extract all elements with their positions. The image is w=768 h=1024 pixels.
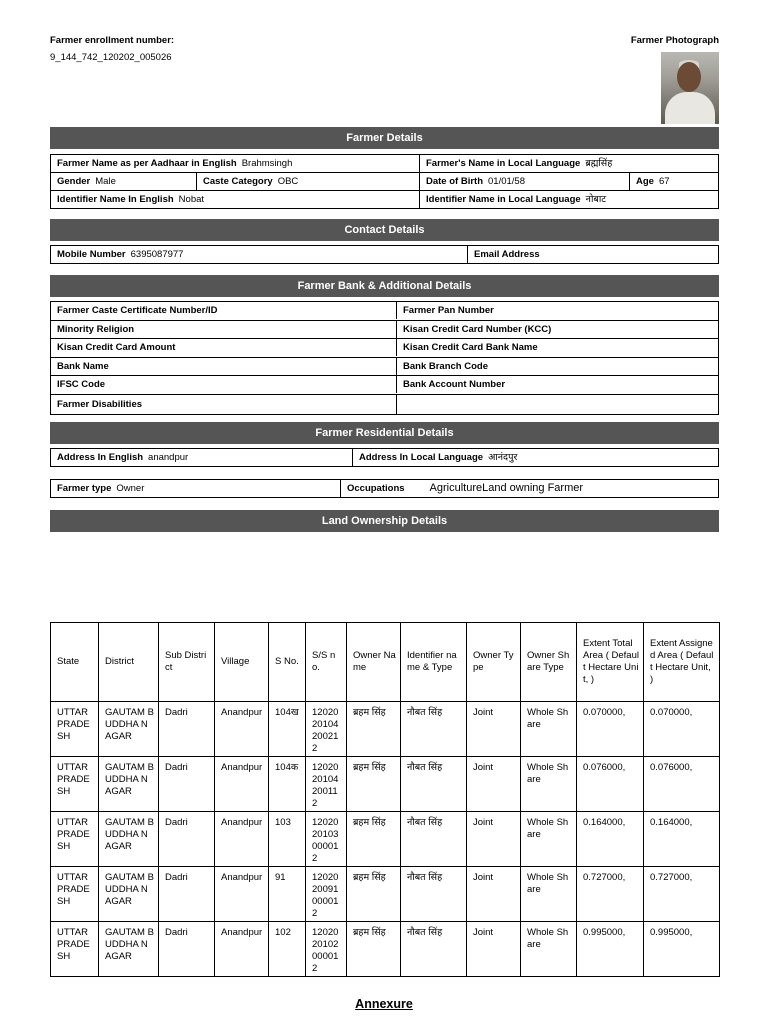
table-cell: Whole Share [521, 867, 577, 922]
farmer-type-box [50, 479, 719, 498]
table-cell: Anandpur [215, 922, 269, 977]
address-local-label: Address In Local Language [359, 452, 484, 463]
table-cell: Anandpur [215, 867, 269, 922]
enrollment-number: 9_144_742_120202_005026 [50, 52, 172, 63]
identifier-en-label: Identifier Name In English [57, 194, 174, 205]
column-header: Sub District [159, 623, 215, 702]
farmer-type-label: Farmer type [57, 483, 112, 494]
branch-code-label: Bank Branch Code [403, 360, 488, 372]
table-cell: 0.076000, [644, 757, 720, 812]
table-cell: GAUTAM BUDDHA NAGAR [99, 922, 159, 977]
caste-cert-label: Farmer Caste Certificate Number/ID [57, 305, 218, 316]
mobile-value: 6395087977 [130, 249, 184, 260]
name-local-value: ब्रह्मसिंह [585, 158, 613, 169]
photo-label: Farmer Photograph [630, 35, 719, 46]
residential-details-header: Farmer Residential Details [50, 422, 719, 444]
disabilities-label: Farmer Disabilities [57, 398, 143, 410]
table-row [51, 812, 720, 867]
table-cell: UTTAR PRADESH [51, 922, 99, 977]
table-cell: UTTAR PRADESH [51, 812, 99, 867]
minority-label: Minority Religion [57, 323, 135, 335]
table-cell: Anandpur [215, 812, 269, 867]
table-cell: 91 [269, 867, 306, 922]
name-en-value: Brahmsingh [241, 158, 293, 169]
table-cell: UTTAR PRADESH [51, 702, 99, 757]
table-cell: ब्रहम सिंह [347, 812, 401, 867]
table-row [51, 922, 720, 977]
contact-details-box [50, 245, 719, 264]
occupations-value: AgricultureLand owning Farmer [429, 482, 584, 494]
bank-name-label: Bank Name [57, 360, 109, 372]
table-cell: Anandpur [215, 757, 269, 812]
table-cell: ब्रहम सिंह [347, 867, 401, 922]
table-cell: 1202020102000012 [306, 922, 347, 977]
column-header: S/S no. [306, 623, 347, 702]
column-header: District [99, 623, 159, 702]
table-cell: Whole Share [521, 922, 577, 977]
table-cell: GAUTAM BUDDHA NAGAR [99, 702, 159, 757]
table-cell: Joint [467, 867, 521, 922]
dob-value: 01/01/58 [488, 176, 525, 187]
column-header: Owner Name [347, 623, 401, 702]
table-cell: UTTAR PRADESH [51, 867, 99, 922]
age-value: 67 [658, 176, 670, 187]
table-cell: Whole Share [521, 757, 577, 812]
kcc-bank-label: Kisan Credit Card Bank Name [403, 342, 538, 353]
gender-label: Gender [57, 176, 91, 187]
land-ownership-header: Land Ownership Details [50, 510, 719, 532]
table-cell: Joint [467, 922, 521, 977]
column-header: Owner Type [467, 623, 521, 702]
table-cell: 0.164000, [577, 812, 644, 867]
table-cell: नौबत सिंह [401, 812, 467, 867]
table-cell: Joint [467, 757, 521, 812]
table-cell: 0.995000, [644, 922, 720, 977]
table-cell: नौबत सिंह [401, 702, 467, 757]
column-header: Extent Assigned Area ( Default Hectare Unit, ) [644, 623, 720, 702]
table-cell: 104ख [269, 702, 306, 757]
occupations-label: Occupations [347, 483, 405, 494]
column-header: Extent Total Area ( Default Hectare Unit, ) [577, 623, 644, 702]
table-cell: नौबत सिंह [401, 757, 467, 812]
annexure-heading: Annexure [355, 997, 413, 1011]
address-en-label: Address In English [57, 452, 144, 463]
farmer-details-box [50, 154, 719, 209]
gender-value: Male [95, 176, 116, 187]
table-row [51, 702, 720, 757]
table-cell: Dadri [159, 867, 215, 922]
table-header-row [51, 623, 720, 702]
table-cell: GAUTAM BUDDHA NAGAR [99, 867, 159, 922]
table-row [51, 867, 720, 922]
mobile-label: Mobile Number [57, 249, 126, 260]
column-header: Identifier name & Type [401, 623, 467, 702]
account-label: Bank Account Number [403, 379, 506, 390]
table-cell: 1202020104200112 [306, 757, 347, 812]
identifier-en-value: Nobat [178, 194, 205, 205]
table-cell: Dadri [159, 757, 215, 812]
farmer-type-value: Owner [116, 483, 145, 494]
table-cell: ब्रहम सिंह [347, 702, 401, 757]
name-local-label: Farmer's Name in Local Language [426, 158, 581, 169]
table-cell: 104क [269, 757, 306, 812]
bank-details-box [50, 301, 719, 415]
table-cell: 1202020104200212 [306, 702, 347, 757]
land-ownership-table [50, 622, 720, 977]
enrollment-label: Farmer enrollment number: [50, 35, 175, 46]
table-cell: Anandpur [215, 702, 269, 757]
table-cell: 103 [269, 812, 306, 867]
table-cell: 0.995000, [577, 922, 644, 977]
column-header: State [51, 623, 99, 702]
table-cell: Joint [467, 702, 521, 757]
table-cell: Joint [467, 812, 521, 867]
table-cell: नौबत सिंह [401, 922, 467, 977]
table-cell: 0.727000, [577, 867, 644, 922]
table-cell: UTTAR PRADESH [51, 757, 99, 812]
email-label: Email Address [474, 249, 540, 260]
caste-label: Caste Category [203, 176, 273, 187]
farmer-details-header: Farmer Details [50, 127, 719, 149]
table-cell: 0.076000, [577, 757, 644, 812]
age-label: Age [636, 176, 654, 187]
table-cell: Dadri [159, 702, 215, 757]
address-en-value: anandpur [148, 452, 189, 463]
column-header: Owner Share Type [521, 623, 577, 702]
table-cell: 0.164000, [644, 812, 720, 867]
table-cell: GAUTAM BUDDHA NAGAR [99, 812, 159, 867]
table-cell: Dadri [159, 812, 215, 867]
bank-details-header: Farmer Bank & Additional Details [50, 275, 719, 297]
caste-value: OBC [277, 176, 299, 187]
table-cell: 0.727000, [644, 867, 720, 922]
table-cell: GAUTAM BUDDHA NAGAR [99, 757, 159, 812]
column-header: S No. [269, 623, 306, 702]
dob-label: Date of Birth [426, 176, 483, 187]
table-cell: 0.070000, [644, 702, 720, 757]
table-cell: ब्रहम सिंह [347, 757, 401, 812]
kcc-number-label: Kisan Credit Card Number (KCC) [403, 323, 552, 335]
ifsc-label: IFSC Code [57, 379, 106, 390]
table-cell: 0.070000, [577, 702, 644, 757]
identifier-local-label: Identifier Name in Local Language [426, 194, 581, 205]
table-cell: 102 [269, 922, 306, 977]
table-cell: ब्रहम सिंह [347, 922, 401, 977]
table-cell: Dadri [159, 922, 215, 977]
address-box [50, 448, 719, 467]
column-header: Village [215, 623, 269, 702]
table-row [51, 757, 720, 812]
name-en-label: Farmer Name as per Aadhaar in English [57, 158, 237, 169]
table-cell: 1202020103000012 [306, 812, 347, 867]
address-local-value: आनंदपुर [488, 452, 518, 463]
farmer-photo [661, 52, 719, 124]
table-cell: Whole Share [521, 812, 577, 867]
table-cell: 1202020091000012 [306, 867, 347, 922]
pan-label: Farmer Pan Number [403, 305, 494, 316]
table-cell: नौबत सिंह [401, 867, 467, 922]
kcc-amount-label: Kisan Credit Card Amount [57, 342, 176, 353]
contact-details-header: Contact Details [50, 219, 719, 241]
table-cell: Whole Share [521, 702, 577, 757]
identifier-local-value: नोबाट [585, 194, 607, 205]
